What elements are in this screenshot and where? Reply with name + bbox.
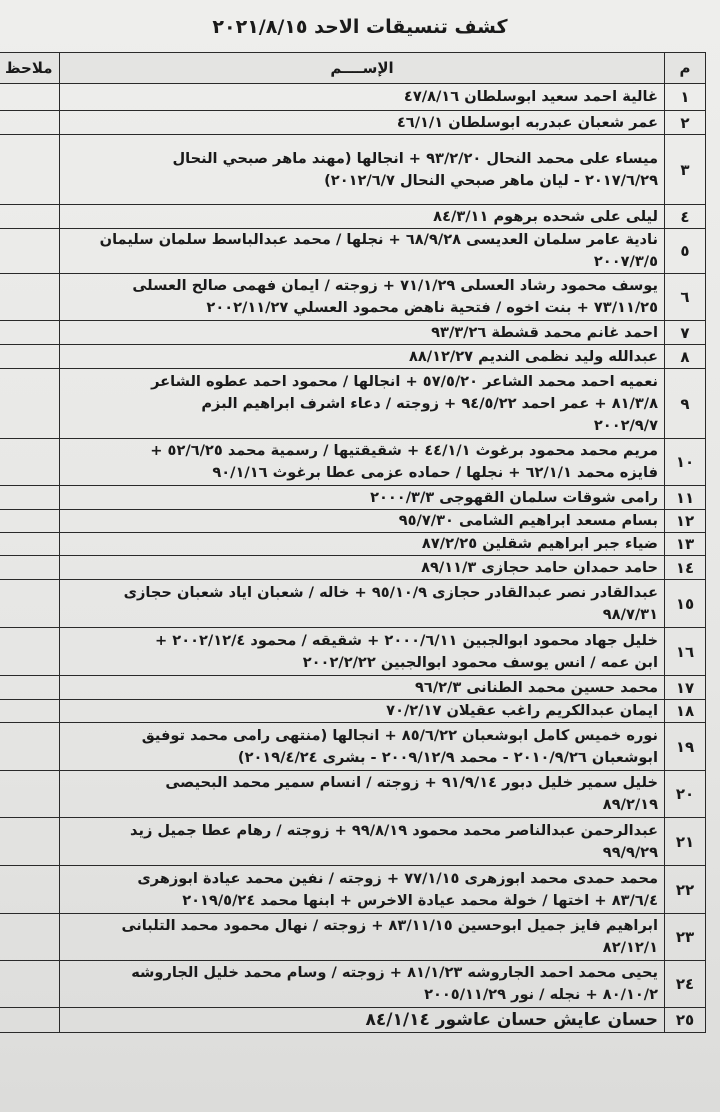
name-line: مريم محمد محمود برغوث ٤٤/١/١ + شقيقتيها / رسمية محمد ٥٢/٦/٢٥ +: [150, 442, 658, 459]
row-notes-cell: [0, 556, 60, 580]
row-number: ٩: [665, 369, 706, 439]
table-row: [0, 818, 706, 866]
row-number: ١٩: [665, 723, 706, 771]
row-number: ١٥: [665, 580, 706, 628]
name-line: حسان عايش حسان عاشور ٨٤/١/١٤: [365, 1010, 658, 1030]
table-row: [0, 229, 706, 274]
name-line: ٢٠٠٢/٩/٧: [593, 416, 658, 434]
row-number: ١٧: [665, 676, 706, 700]
row-name-cell: [60, 556, 665, 580]
row-notes-cell: [0, 723, 60, 771]
row-notes-cell: [0, 205, 60, 229]
row-number: ١٨: [665, 700, 706, 723]
name-line: ضياء جبر ابراهيم شقلين ٨٧/٢/٢٥: [421, 535, 658, 552]
row-number: ٢٤: [665, 961, 706, 1008]
row-name-cell: [60, 111, 665, 135]
row-number: ٣: [665, 135, 706, 205]
name-line: عبدالله وليد نظمى النديم ٨٨/١٢/٢٧: [408, 347, 658, 365]
table-row: [0, 961, 706, 1008]
row-name-cell: [60, 510, 665, 533]
table-row: [0, 345, 706, 369]
row-name-cell: [60, 676, 665, 700]
row-name-cell: [60, 914, 665, 961]
name-line: ايمان عبدالكريم راغب عقيلان ٧٠/٢/١٧: [386, 702, 658, 719]
name-line: ٢٠١٧/٦/٢٩ - ليان ماهر صبحي النحال ٢٠١٢/٦/٧): [324, 171, 658, 189]
table-row: [0, 914, 706, 961]
row-notes-cell: [0, 818, 60, 866]
row-notes-cell: [0, 510, 60, 533]
row-name-cell: [60, 486, 665, 510]
row-number: ١: [665, 84, 706, 111]
name-line: ابراهيم فايز جميل ابوحسين ٨٣/١١/١٥ + زوجته / نهال محمود محمد التلبانى: [121, 917, 658, 934]
name-line: ابوشعبان ٢٠١٠/٩/٢٦ - محمد ٢٠٠٩/١٢/٩ - بشرى ٢٠١٩/٤/٢٤): [237, 748, 658, 766]
row-notes-cell: [0, 700, 60, 723]
name-line: ٩٨/٧/٣١: [602, 605, 658, 623]
name-line: عمر شعبان عبدربه ابوسلطان ٤٦/١/١: [396, 113, 658, 131]
table-row: [0, 533, 706, 556]
row-notes-cell: [0, 84, 60, 111]
row-number: ٢٠: [665, 771, 706, 818]
row-name-cell: [60, 274, 665, 321]
name-line: يحيى محمد احمد الجاروشه ٨١/١/٢٣ + زوجته / وسام محمد خليل الجاروشه: [131, 964, 658, 981]
row-name-cell: [60, 229, 665, 274]
name-line: غالية احمد سعيد ابوسلطان ٤٧/٨/١٦: [403, 88, 658, 105]
table-row: [0, 321, 706, 345]
row-number: ٧: [665, 321, 706, 345]
row-name-cell: [60, 723, 665, 771]
row-name-cell: [60, 580, 665, 628]
row-number: ٢٢: [665, 866, 706, 914]
names-table: [0, 52, 706, 1033]
row-notes-cell: [0, 229, 60, 274]
table-row: [0, 771, 706, 818]
name-line: عبدالقادر نصر عبدالقادر حجازى ٩٥/١٠/٩ + خاله / شعبان اياد شعبان حجازى: [123, 583, 658, 601]
row-number: ٤: [665, 205, 706, 229]
row-notes-cell: [0, 486, 60, 510]
name-line: ابن عمه / انس يوسف محمود ابوالجبين ٢٠٠٢/٢/٢٢: [302, 653, 658, 671]
row-number: ١٣: [665, 533, 706, 556]
name-line: ٧٣/١١/٢٥ + بنت اخوه / فتحية ناهض محمود العسلي ٢٠٠٢/١١/٢٧: [206, 299, 658, 316]
row-name-cell: [60, 866, 665, 914]
table-row: [0, 510, 706, 533]
row-number: ٥: [665, 229, 706, 274]
row-number: ٨: [665, 345, 706, 369]
row-notes-cell: [0, 676, 60, 700]
name-line: ٨١/٣/٨ + عمر احمد ٩٤/٥/٢٢ + زوجته / دعاء اشرف ابراهيم البزم: [201, 394, 658, 412]
row-number: ١٦: [665, 628, 706, 676]
table-row: [0, 723, 706, 771]
name-line: احمد غانم محمد قشطة ٩٣/٣/٢٦: [431, 323, 658, 341]
row-number: ١٠: [665, 439, 706, 486]
header-number: م: [665, 53, 706, 84]
row-notes-cell: [0, 345, 60, 369]
row-name-cell: [60, 345, 665, 369]
name-line: ٨٣/٦/٤ + اختها / خولة محمد عيادة الاخرس + ابنها محمد ٢٠١٩/٥/٢٤: [182, 891, 658, 909]
table-row: [0, 556, 706, 580]
name-line: يوسف محمود رشاد العسلى ٧١/١/٢٩ + زوجته / ايمان فهمى صالح العسلى: [132, 277, 658, 294]
page-title: كشف تنسيقات الاحد ٢٠٢١/٨/١٥: [212, 16, 508, 38]
row-number: ٦: [665, 274, 706, 321]
row-name-cell: [60, 771, 665, 818]
name-line: خليل سمير خليل دبور ٩١/٩/١٤ + زوجته / انسام سمير محمد البحيصى: [165, 774, 658, 791]
table-row: [0, 205, 706, 229]
row-name-cell: [60, 961, 665, 1008]
row-number: ٢٣: [665, 914, 706, 961]
name-line: محمد حسين محمد الطنانى ٩٦/٢/٣: [415, 678, 658, 696]
table-row: [0, 866, 706, 914]
name-line: ليلى على شحده برهوم ٨٤/٣/١١: [433, 207, 658, 225]
row-name-cell: [60, 439, 665, 486]
table-row: [0, 135, 706, 205]
row-name-cell: [60, 205, 665, 229]
row-number: ٢: [665, 111, 706, 135]
row-notes-cell: [0, 439, 60, 486]
row-name-cell: [60, 135, 665, 205]
name-line: عبدالرحمن عبدالناصر محمد محمود ٩٩/٨/١٩ + زوجته / رهام عطا جميل زيد: [130, 821, 658, 839]
row-name-cell: [60, 321, 665, 345]
name-line: نادية عامر سلمان العديسى ٦٨/٩/٢٨ + نجلها / محمد عبدالباسط سلمان سليمان ٢٠٠٧/٣/٥: [99, 231, 658, 270]
table-row: [0, 1008, 706, 1033]
name-line: ٨٩/٢/١٩: [602, 796, 658, 813]
table-row: [0, 274, 706, 321]
name-line: ٨٠/١٠/٢ + نجله / نور ٢٠٠٥/١١/٢٩: [424, 986, 658, 1003]
name-line: فايزه محمد ٦٢/١/١ + نجلها / حماده عزمى عطا برغوث ٩٠/١/١٦: [212, 464, 658, 481]
row-notes-cell: [0, 533, 60, 556]
name-line: نعميه احمد محمد الشاعر ٥٧/٥/٢٠ + انجالها / محمود احمد عطوه الشاعر: [151, 372, 658, 390]
row-number: ١٤: [665, 556, 706, 580]
row-notes-cell: [0, 628, 60, 676]
row-notes-cell: [0, 111, 60, 135]
row-notes-cell: [0, 321, 60, 345]
table-row: [0, 84, 706, 111]
row-notes-cell: [0, 274, 60, 321]
header-name: الإســــم: [60, 53, 665, 84]
table-row: [0, 111, 706, 135]
row-name-cell: [60, 818, 665, 866]
row-notes-cell: [0, 1008, 60, 1033]
row-number: ١١: [665, 486, 706, 510]
row-name-cell: [60, 369, 665, 439]
row-notes-cell: [0, 580, 60, 628]
table-row: [0, 486, 706, 510]
row-notes-cell: [0, 135, 60, 205]
row-notes-cell: [0, 914, 60, 961]
row-number: ١٢: [665, 510, 706, 533]
table-row: [0, 628, 706, 676]
row-name-cell: [60, 533, 665, 556]
name-line: رامى شوقات سلمان القهوجى ٢٠٠٠/٣/٣: [370, 488, 658, 506]
row-notes-cell: [0, 866, 60, 914]
row-name-cell: [60, 84, 665, 111]
table-row: [0, 439, 706, 486]
name-line: بسام مسعد ابراهيم الشامى ٩٥/٧/٣٠: [398, 512, 658, 529]
row-notes-cell: [0, 771, 60, 818]
row-name-cell: [60, 628, 665, 676]
header-notes: ملاحظ: [0, 53, 60, 84]
name-line: نوره خميس كامل ابوشعبان ٨٥/٦/٢٢ + انجالها (منتهى رامى محمد توفيق: [141, 726, 658, 744]
name-line: ٨٢/١٢/١: [602, 939, 658, 956]
table-row: [0, 369, 706, 439]
row-number: ٢٥: [665, 1008, 706, 1033]
name-line: حامد حمدان حامد حجازى ٨٩/١١/٣: [421, 558, 658, 576]
row-notes-cell: [0, 961, 60, 1008]
name-line: ٩٩/٩/٢٩: [602, 843, 658, 861]
name-line: محمد حمدى محمد ابوزهرى ٧٧/١/١٥ + زوجته / نفين محمد عيادة ابوزهرى: [137, 869, 658, 887]
name-line: خليل جهاد محمود ابوالجبين ٢٠٠٠/٦/١١ + شقيقه / محمود ٢٠٠٢/١٢/٤ +: [154, 631, 658, 649]
row-name-cell: [60, 1008, 665, 1033]
row-number: ٢١: [665, 818, 706, 866]
table-body: [0, 84, 706, 1033]
name-line: ميساء على محمد النحال ٩٣/٢/٢٠ + انجالها (مهند ماهر صبحي النحال: [172, 149, 658, 167]
table-row: [0, 700, 706, 723]
table-row: [0, 676, 706, 700]
table-row: [0, 580, 706, 628]
row-name-cell: [60, 700, 665, 723]
row-notes-cell: [0, 369, 60, 439]
table-header-row: [0, 53, 706, 84]
